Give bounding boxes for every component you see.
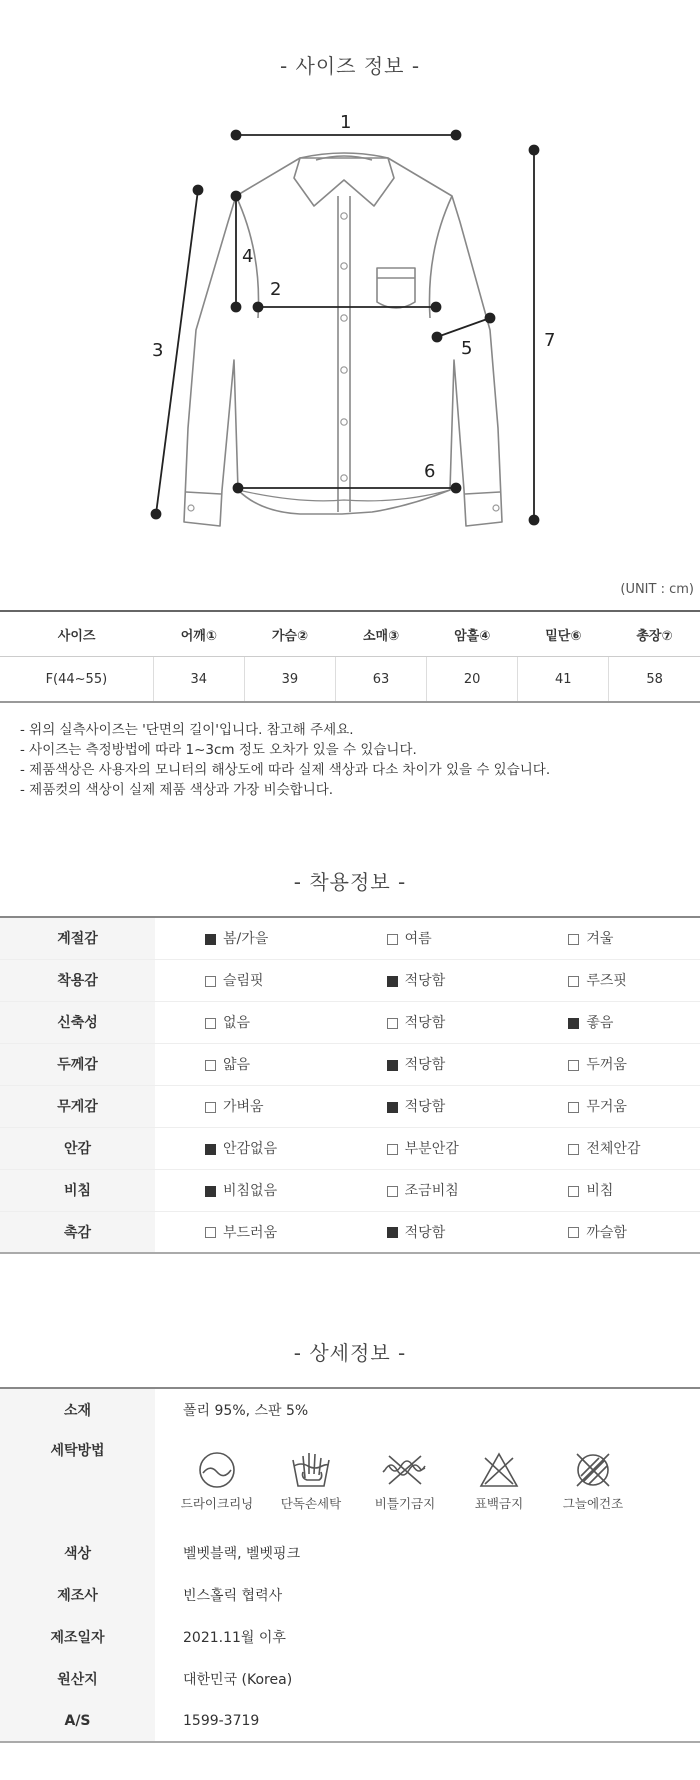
header-cell: 사이즈 bbox=[0, 611, 153, 657]
wear-option-text: 봄/가을 bbox=[223, 931, 269, 948]
table-row bbox=[0, 1574, 700, 1616]
table-row bbox=[0, 917, 700, 959]
table-row bbox=[0, 959, 700, 1001]
unchecked-box-icon bbox=[568, 1102, 579, 1113]
wear-option-text: 까슬함 bbox=[586, 1224, 627, 1241]
header-cell: 암홀④ bbox=[427, 611, 518, 657]
wear-option bbox=[337, 1043, 519, 1085]
wash-text: 단독손세탁 bbox=[280, 1496, 342, 1511]
detail-info-title: - 상세정보 - bbox=[293, 1341, 407, 1365]
date-value: 2021.11월 이후 bbox=[183, 1630, 286, 1646]
table-row bbox=[0, 1388, 700, 1430]
sleeve-cell: 63 bbox=[335, 657, 426, 703]
table-row bbox=[0, 1085, 700, 1127]
wear-label: 신축성 bbox=[0, 1001, 155, 1043]
hand-wash-icon bbox=[289, 1450, 333, 1490]
wear-option-text: 조금비침 bbox=[404, 1183, 459, 1199]
note-line: - 제품색상은 사용자의 모니터의 해상도에 따라 실제 색상과 다소 차이가 있을 수 있습니다. bbox=[20, 762, 551, 778]
table-row bbox=[0, 1430, 700, 1532]
table-row bbox=[0, 1616, 700, 1658]
wear-option bbox=[155, 1085, 337, 1127]
wear-option bbox=[518, 1127, 700, 1169]
table-row bbox=[0, 1127, 700, 1169]
wear-option-text: 적당함 bbox=[404, 1224, 446, 1241]
size-table-header bbox=[0, 611, 700, 657]
wear-option-text: 안감없음 bbox=[223, 1141, 278, 1157]
shoulder-cell: 34 bbox=[153, 657, 244, 703]
label-6: 6 bbox=[424, 461, 436, 482]
wear-option-text: 적당함 bbox=[404, 1099, 446, 1115]
maker-label: 제조사 bbox=[0, 1574, 155, 1616]
wear-label: 착용감 bbox=[0, 959, 155, 1001]
wear-option-text: 비침없음 bbox=[223, 1183, 278, 1199]
note-line: - 위의 실측사이즈는 '단면의 길이'입니다. 참고해 주세요. bbox=[20, 722, 354, 738]
label-4: 4 bbox=[242, 246, 254, 267]
wear-option bbox=[518, 1043, 700, 1085]
washing-value bbox=[155, 1430, 700, 1532]
shirt-measurement-diagram bbox=[0, 90, 700, 550]
size-table bbox=[0, 610, 700, 703]
table-row bbox=[0, 1169, 700, 1211]
unchecked-box-icon bbox=[205, 1018, 216, 1029]
wear-option-text: 여름 bbox=[404, 931, 432, 948]
wash-item bbox=[269, 1450, 353, 1512]
color-value: 벨벳블랙, 벨벳핑크 bbox=[183, 1546, 301, 1562]
no-bleach-icon bbox=[477, 1450, 521, 1490]
unchecked-box-icon bbox=[387, 1018, 398, 1029]
wear-option bbox=[155, 959, 337, 1001]
chest-cell: 39 bbox=[244, 657, 335, 703]
wear-option-text: 무거움 bbox=[586, 1099, 627, 1115]
wear-option-text: 얇음 bbox=[223, 1057, 251, 1073]
unchecked-box-icon bbox=[387, 1144, 398, 1155]
header-cell: 밑단⑥ bbox=[518, 611, 609, 657]
wash-item bbox=[551, 1450, 635, 1512]
table-row bbox=[0, 1043, 700, 1085]
unchecked-box-icon bbox=[568, 1060, 579, 1071]
header-cell: 어깨① bbox=[153, 611, 244, 657]
wear-label: 비침 bbox=[0, 1169, 155, 1211]
wear-option-text: 두꺼움 bbox=[586, 1057, 627, 1073]
unchecked-box-icon bbox=[568, 1144, 579, 1155]
wear-option-text: 전체안감 bbox=[586, 1141, 641, 1157]
header-cell: 가슴② bbox=[244, 611, 335, 657]
material-label: 소재 bbox=[0, 1388, 155, 1430]
checked-box-icon bbox=[205, 1144, 216, 1155]
table-row bbox=[0, 1001, 700, 1043]
wear-option bbox=[518, 959, 700, 1001]
detail-info-table bbox=[0, 1387, 700, 1743]
armhole-cell: 20 bbox=[427, 657, 518, 703]
origin-label: 원산지 bbox=[0, 1658, 155, 1700]
checked-box-icon bbox=[205, 934, 216, 945]
wear-option bbox=[337, 1211, 519, 1253]
unit-label: (UNIT : cm) bbox=[620, 582, 694, 597]
checked-box-icon bbox=[387, 976, 398, 987]
wash-item bbox=[175, 1450, 259, 1512]
wear-option bbox=[155, 917, 337, 959]
unchecked-box-icon bbox=[568, 976, 579, 987]
wash-text: 드라이크리닝 bbox=[180, 1496, 254, 1511]
wear-option bbox=[518, 1211, 700, 1253]
wear-label: 안감 bbox=[0, 1127, 155, 1169]
wear-option bbox=[518, 917, 700, 959]
wear-option bbox=[155, 1001, 337, 1043]
wear-info-title: - 착용정보 - bbox=[293, 870, 407, 894]
unchecked-box-icon bbox=[568, 1186, 579, 1197]
checked-box-icon bbox=[387, 1102, 398, 1113]
wear-option bbox=[518, 1169, 700, 1211]
table-row bbox=[0, 1532, 700, 1574]
size-cell: F(44~55) bbox=[0, 657, 153, 703]
washing-label: 세탁방법 bbox=[0, 1430, 155, 1532]
wear-label: 두께감 bbox=[0, 1043, 155, 1085]
wear-option bbox=[337, 1001, 519, 1043]
wear-option-text: 없음 bbox=[223, 1015, 251, 1031]
color-label: 색상 bbox=[0, 1532, 155, 1574]
hem-cell: 41 bbox=[518, 657, 609, 703]
wear-option bbox=[155, 1169, 337, 1211]
wear-option-text: 가벼움 bbox=[223, 1099, 264, 1115]
size-info-title: - 사이즈 정보 - bbox=[279, 54, 421, 78]
wear-option-text: 부분안감 bbox=[404, 1141, 459, 1157]
checked-box-icon bbox=[387, 1227, 398, 1238]
label-1: 1 bbox=[340, 112, 352, 133]
wear-label: 촉감 bbox=[0, 1211, 155, 1253]
shade-dry-icon bbox=[571, 1450, 615, 1490]
wash-item bbox=[457, 1450, 541, 1512]
unchecked-box-icon bbox=[205, 1227, 216, 1238]
wash-text: 그늘에건조 bbox=[562, 1496, 624, 1511]
wash-text: 비틀기금지 bbox=[374, 1496, 436, 1511]
label-5: 5 bbox=[461, 338, 473, 359]
wear-option-text: 겨울 bbox=[586, 931, 614, 948]
note-line: - 제품컷의 색상이 실제 제품 색상과 가장 비슷합니다. bbox=[20, 782, 334, 798]
wear-info-table bbox=[0, 916, 700, 1254]
unchecked-box-icon bbox=[205, 1060, 216, 1071]
wear-option-text: 슬림핏 bbox=[223, 973, 264, 989]
header-cell: 총장⑦ bbox=[609, 611, 700, 657]
label-7: 7 bbox=[544, 330, 556, 351]
size-notes bbox=[20, 720, 550, 800]
unchecked-box-icon bbox=[387, 1186, 398, 1197]
wear-option bbox=[155, 1043, 337, 1085]
wear-option bbox=[518, 1001, 700, 1043]
dry-clean-icon bbox=[195, 1450, 239, 1490]
header-cell: 소매③ bbox=[335, 611, 426, 657]
wash-item bbox=[363, 1450, 447, 1512]
unchecked-box-icon bbox=[568, 1227, 579, 1238]
checked-box-icon bbox=[568, 1018, 579, 1029]
wear-option-text: 부드러움 bbox=[223, 1224, 278, 1241]
material-value: 폴리 95%, 스판 5% bbox=[183, 1402, 309, 1419]
label-2: 2 bbox=[270, 279, 282, 300]
wash-text: 표백금지 bbox=[474, 1496, 524, 1511]
wear-option bbox=[337, 959, 519, 1001]
wear-option-text: 좋음 bbox=[586, 1015, 614, 1031]
origin-value: 대한민국 (Korea) bbox=[183, 1672, 293, 1688]
wear-option bbox=[155, 1127, 337, 1169]
checked-box-icon bbox=[205, 1186, 216, 1197]
wear-option-text: 적당함 bbox=[404, 1015, 446, 1031]
date-label: 제조일자 bbox=[0, 1616, 155, 1658]
length-cell: 58 bbox=[609, 657, 700, 703]
label-3: 3 bbox=[152, 340, 164, 361]
unchecked-box-icon bbox=[568, 934, 579, 945]
table-row bbox=[0, 1211, 700, 1253]
unchecked-box-icon bbox=[387, 934, 398, 945]
wear-label: 계절감 bbox=[0, 917, 155, 959]
as-value: 1599-3719 bbox=[183, 1712, 260, 1729]
wear-option bbox=[155, 1211, 337, 1253]
wear-option-text: 루즈핏 bbox=[586, 973, 627, 989]
wear-option bbox=[337, 1169, 519, 1211]
note-line: - 사이즈는 측정방법에 따라 1~3cm 정도 오차가 있을 수 있습니다. bbox=[20, 742, 417, 758]
table-row bbox=[0, 657, 700, 703]
wear-label: 무게감 bbox=[0, 1085, 155, 1127]
collar bbox=[294, 153, 394, 206]
wear-option-text: 적당함 bbox=[404, 973, 446, 989]
maker-value: 빈스홀릭 협력사 bbox=[183, 1588, 283, 1604]
checked-box-icon bbox=[387, 1060, 398, 1071]
table-row bbox=[0, 1700, 700, 1742]
as-label: A/S bbox=[0, 1700, 155, 1742]
table-row bbox=[0, 1658, 700, 1700]
wear-option bbox=[337, 1127, 519, 1169]
wear-option bbox=[337, 917, 519, 959]
wear-option-text: 적당함 bbox=[404, 1057, 446, 1073]
wear-option bbox=[518, 1085, 700, 1127]
unchecked-box-icon bbox=[205, 976, 216, 987]
unchecked-box-icon bbox=[205, 1102, 216, 1113]
wear-option-text: 비침 bbox=[586, 1183, 614, 1199]
chest-pocket bbox=[377, 268, 415, 308]
wear-option bbox=[337, 1085, 519, 1127]
no-wring-icon bbox=[381, 1450, 429, 1490]
